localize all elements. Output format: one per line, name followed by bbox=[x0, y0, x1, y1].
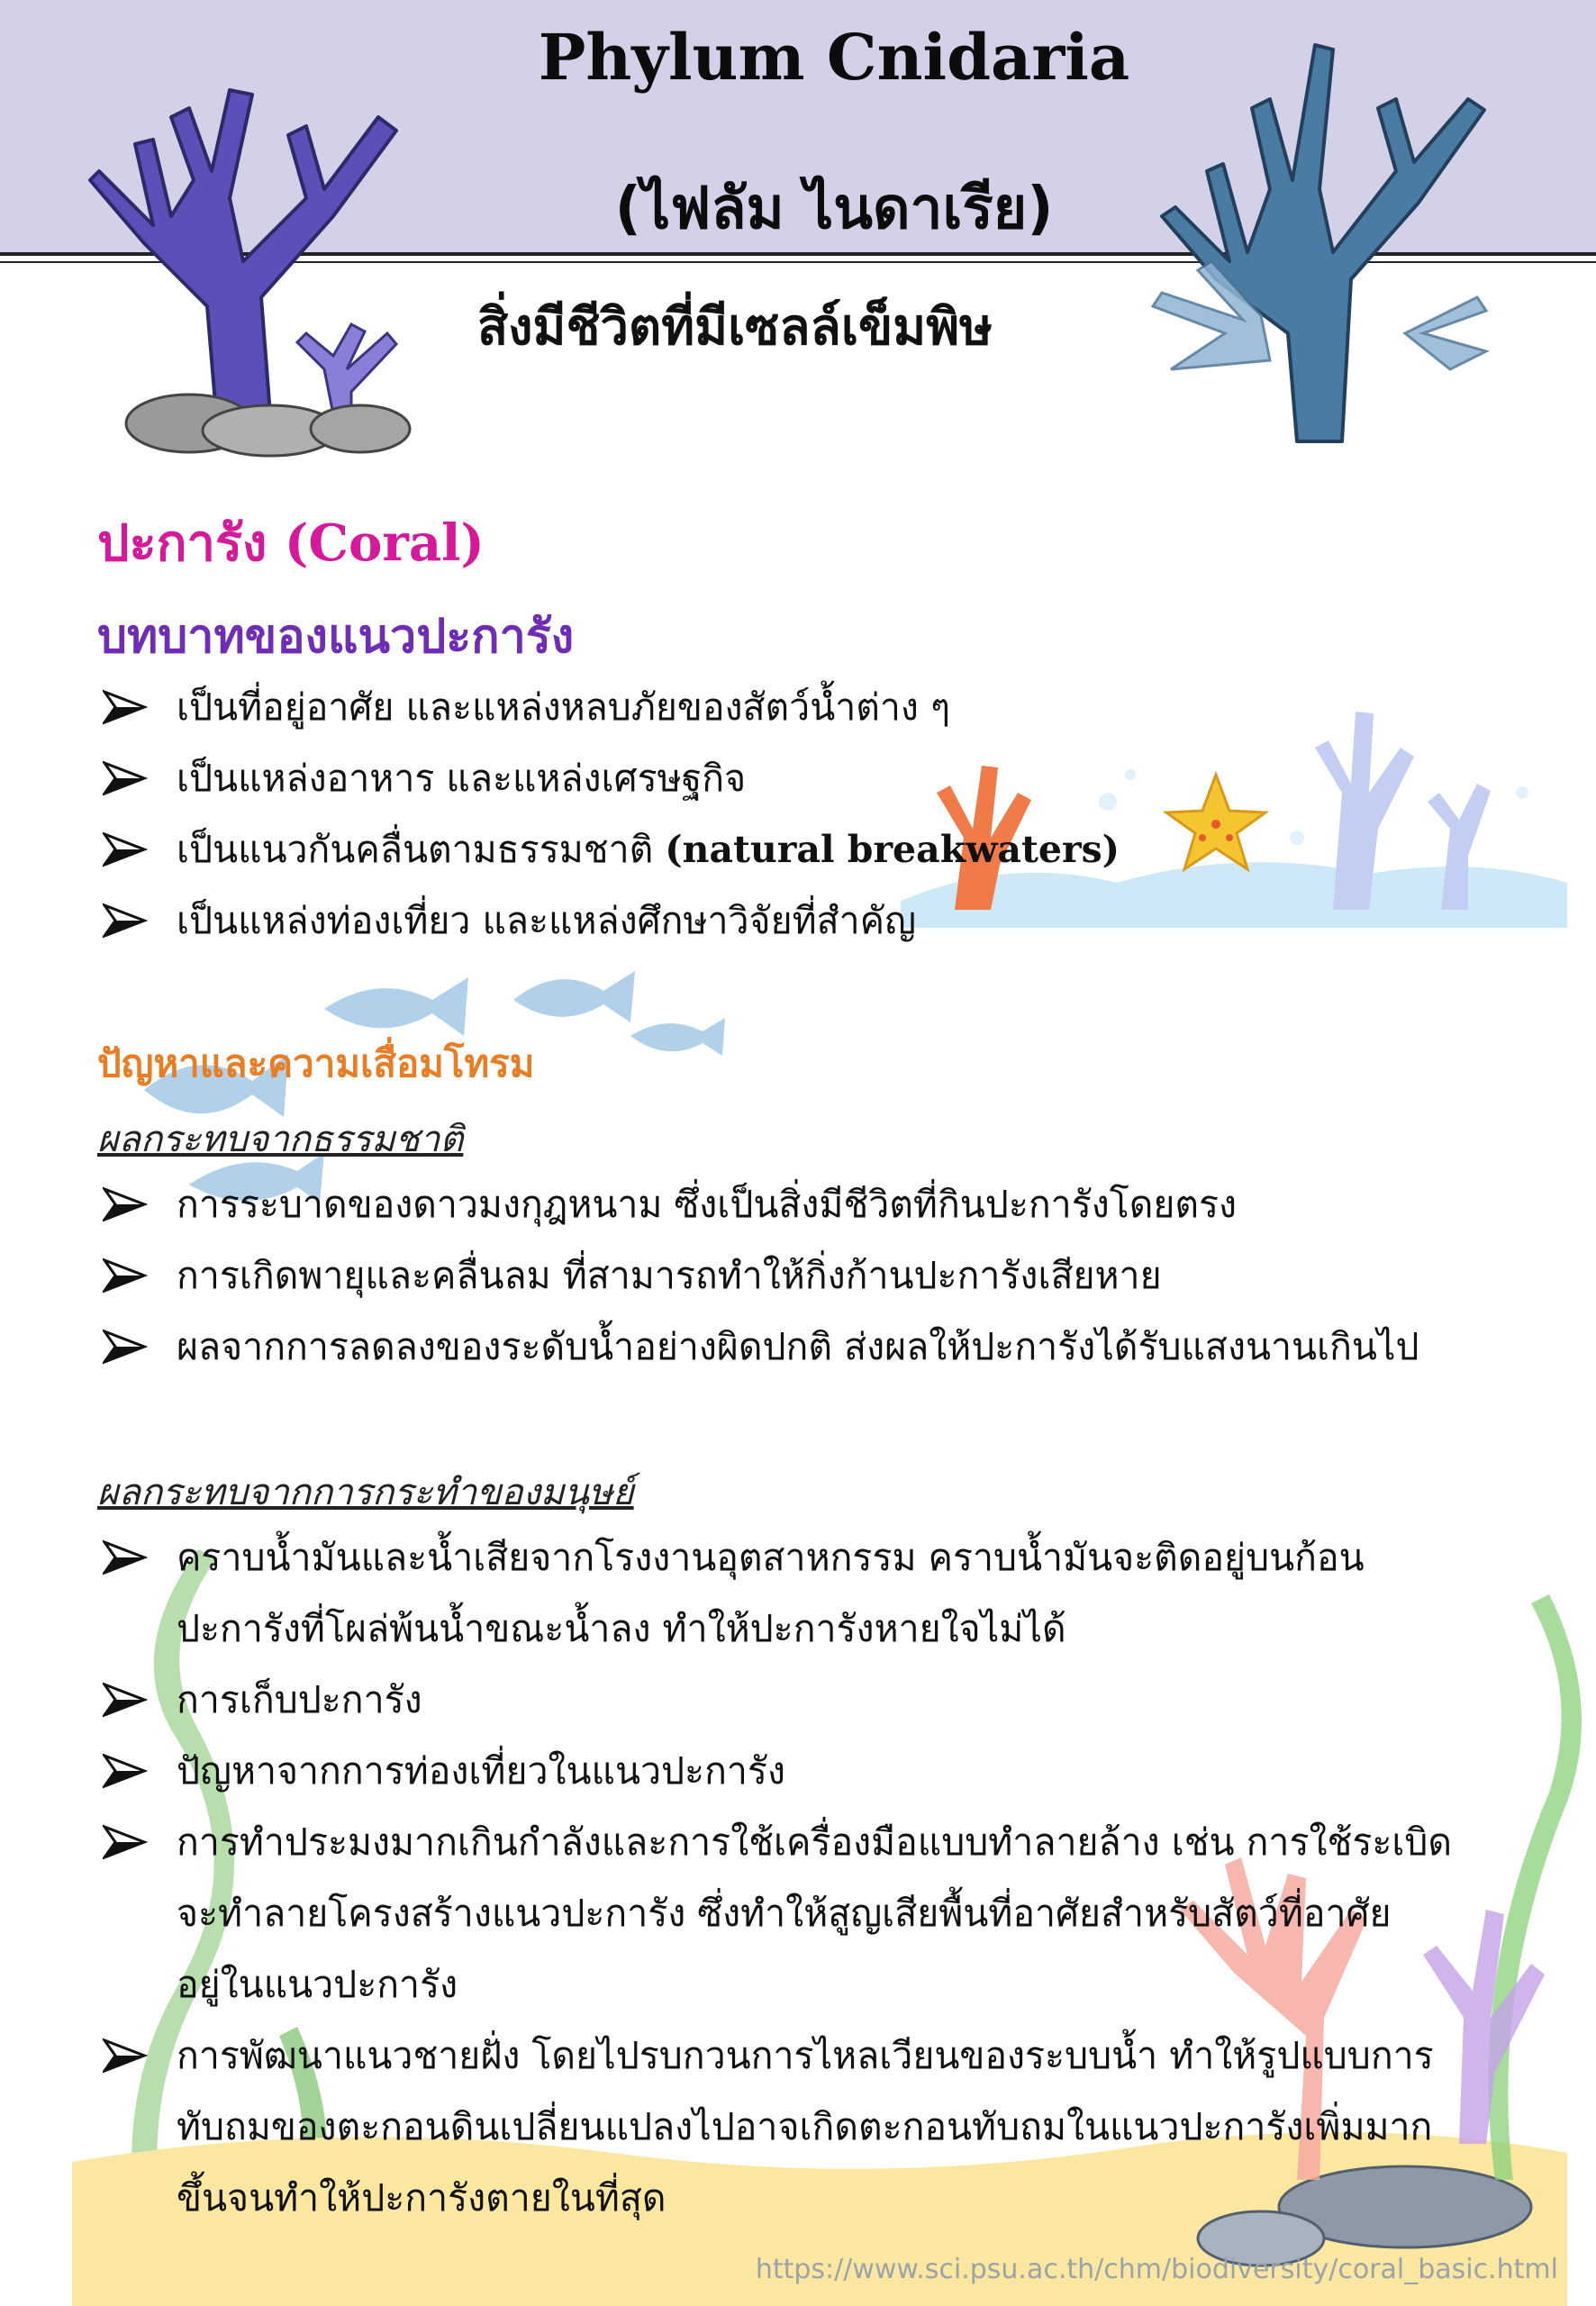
human-impact-line: ปะการังที่โผล่พ้นน้ำขณะน้ำลง ทำให้ปะการังหายใจไม่ได้ bbox=[177, 1607, 1066, 1650]
role-text: เป็นแนวกันคลื่นตามธรรมชาติ bbox=[177, 828, 666, 871]
human-impact-line: จะทำลายโครงสร้างแนวปะการัง ซึ่งทำให้สูญเสียพื้นที่อาศัยสำหรับสัตว์ที่อาศัย bbox=[177, 1892, 1392, 1935]
bullet-arrow-icon bbox=[103, 2037, 148, 2074]
bullet-arrow-icon bbox=[103, 1539, 148, 1576]
page-subtitle: สิ่งมีชีวิตที่มีเซลล์เข็มพิษ bbox=[477, 298, 993, 357]
coral-heading bbox=[97, 503, 485, 583]
natural-impact-heading: ผลกระทบจากธรรมชาติ bbox=[97, 1119, 464, 1160]
human-impact-heading: ผลกระทบจากการกระทำของมนุษย์ bbox=[97, 1472, 634, 1513]
page-title: Phylum Cnidaria bbox=[538, 20, 1130, 95]
role-text: เป็นแหล่งท่องเที่ยว และแหล่งศึกษาวิจัยที่สำคัญ bbox=[177, 899, 917, 942]
list-item bbox=[97, 1169, 1419, 1240]
role-english: (natural breakwaters) bbox=[665, 828, 1120, 871]
problems-heading: ปัญหาและความเสื่อมโทรม bbox=[97, 1041, 535, 1085]
bullet-arrow-icon bbox=[103, 1681, 148, 1719]
bullet-arrow-icon bbox=[103, 1823, 148, 1861]
bullet-arrow-icon bbox=[103, 902, 148, 940]
roles-heading: บทบาทของแนวปะการัง bbox=[97, 610, 575, 664]
human-impact-line: ทับถมของตะกอนดินเปลี่ยนแปลงไปอาจเกิดตะกอนทับถมในแนวปะการังเพิ่มมาก bbox=[177, 2105, 1433, 2148]
list-item bbox=[97, 814, 1120, 885]
natural-impact-list bbox=[97, 1169, 1419, 1383]
list-item bbox=[97, 1807, 1452, 2020]
list-item bbox=[97, 1522, 1452, 1665]
bullet-arrow-icon bbox=[103, 1185, 148, 1223]
list-item bbox=[97, 1312, 1419, 1383]
natural-impact-text: ผลจากการลดลงของระดับน้ำอย่างผิดปกติ ส่งผลให้ปะการังได้รับแสงนานเกินไป bbox=[177, 1325, 1419, 1368]
starfish-icon bbox=[1166, 775, 1265, 869]
bullet-arrow-icon bbox=[103, 1752, 148, 1790]
bullet-arrow-icon bbox=[103, 1257, 148, 1294]
human-impact-line: การพัฒนาแนวชายฝั่ง โดยไปรบกวนการไหลเวียนของระบบน้ำ ทำให้รูปแบบการ bbox=[177, 2034, 1434, 2077]
list-item bbox=[97, 1665, 1452, 1736]
human-impact-line: ขึ้นจนทำให้ปะการังตายในที่สุด bbox=[177, 2176, 667, 2220]
role-text: เป็นแหล่งอาหาร และแหล่งเศรษฐกิจ bbox=[177, 757, 747, 800]
list-item bbox=[97, 1736, 1452, 1807]
bullet-arrow-icon bbox=[103, 759, 148, 797]
coral-heading-thai: ปะการัง bbox=[97, 514, 268, 573]
human-impact-line: การเก็บปะการัง bbox=[177, 1678, 422, 1721]
page-title-thai: (ไฟลัม ไนดาเรีย) bbox=[614, 176, 1054, 242]
list-item bbox=[97, 1240, 1419, 1312]
human-impact-line: การทำประมงมากเกินกำลังและการใช้เครื่องมือแบบทำลายล้าง เช่น การใช้ระเบิด bbox=[177, 1820, 1453, 1864]
list-item bbox=[97, 885, 1120, 957]
bullet-arrow-icon bbox=[103, 688, 148, 726]
coral-heading-english: (Coral) bbox=[284, 513, 485, 573]
roles-list bbox=[97, 672, 1120, 957]
list-item bbox=[97, 743, 1120, 814]
human-impact-list bbox=[97, 1522, 1452, 2234]
list-item bbox=[97, 2020, 1452, 2234]
bullet-arrow-icon bbox=[103, 1328, 148, 1366]
source-url: https://www.sci.psu.ac.th/chm/biodiversity/coral_basic.html bbox=[755, 2254, 1558, 2285]
human-impact-line: อยู่ในแนวปะการัง bbox=[177, 1963, 458, 2006]
natural-impact-text: การระบาดของดาวมงกุฎหนาม ซึ่งเป็นสิ่งมีชีวิตที่กินปะการังโดยตรง bbox=[177, 1183, 1238, 1226]
natural-impact-text: การเกิดพายุและคลื่นลม ที่สามารถทำให้กิ่งก้านปะการังเสียหาย bbox=[177, 1254, 1162, 1297]
list-item bbox=[97, 672, 1120, 743]
role-text: เป็นที่อยู่อาศัย และแหล่งหลบภัยของสัตว์น้ำต่าง ๆ bbox=[177, 685, 950, 729]
bullet-arrow-icon bbox=[103, 831, 148, 868]
human-impact-line: คราบน้ำมันและน้ำเสียจากโรงงานอุตสาหกรรม คราบน้ำมันจะติดอยู่บนก้อน bbox=[177, 1536, 1365, 1579]
human-impact-line: ปัญหาจากการท่องเที่ยวในแนวปะการัง bbox=[177, 1749, 785, 1793]
